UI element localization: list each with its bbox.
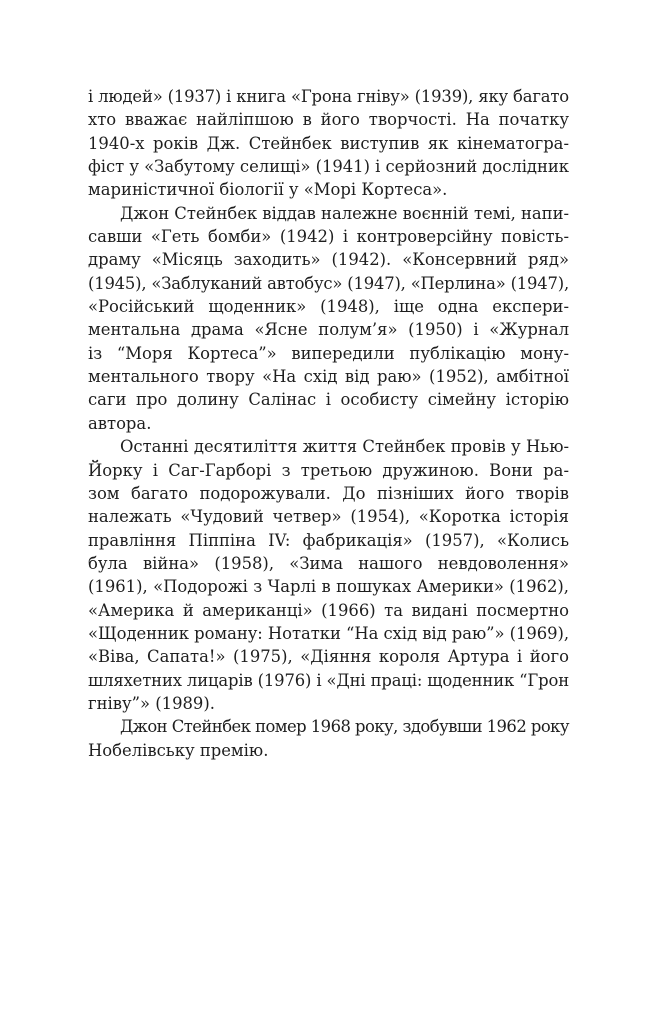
text-line: «Віва, Сапата!» (1975), «Діяння короля Артура і його (88, 647, 569, 667)
text-line: «Російський щоденник» (1948), іще одна експери- (88, 297, 569, 317)
text-line: гніву”» (1989). (88, 693, 215, 713)
paragraph-1 (88, 85, 569, 202)
paragraph-3 (88, 435, 569, 715)
text-line: 1940-х років Дж. Стейнбек виступив як кінематогра- (88, 133, 569, 153)
text-line: ментального твору «На схід від раю» (1952), амбітної (88, 367, 569, 387)
text-line: (1961), «Подорожі з Чарлі в пошуках Америки» (1962), (88, 577, 569, 597)
text-line: хто вважає найліпшою в його творчості. На початку (88, 110, 569, 130)
text-line: правління Піппіна IV: фабрикація» (1957), «Колись (88, 530, 569, 550)
paragraph-4 (88, 715, 569, 762)
text-line: саги про долину Салінас і особисту сімейну історію (88, 390, 569, 410)
text-line: і людей» (1937) і книга «Грона гніву» (1939), яку багато (88, 87, 569, 106)
text-line: була війна» (1958), «Зима нашого невдоволення» (88, 553, 569, 573)
text-line: ментальна драма «Ясне полум’я» (1950) і «Журнал (88, 320, 569, 340)
text-line: Джон Стейнбек помер 1968 року, здобувши 1962 року (120, 717, 569, 737)
text-line: автора. (88, 413, 152, 433)
text-line: савши «Геть бомби» (1942) і контроверсійну повість- (88, 227, 569, 247)
text-line: (1945), «Заблуканий автобус» (1947), «Перлина» (1947), (88, 273, 569, 293)
text-line: драму «Місяць заходить» (1942). «Консервний ряд» (88, 250, 569, 270)
text-line: мариністичної біології у «Морі Кортеса». (88, 180, 448, 200)
text-line: Нобелівську премію. (88, 740, 269, 760)
text-line: «Щоденник роману: Нотатки “На схід від раю”» (1969), (88, 623, 570, 643)
text-line: Йорку і Саг-Гарборі з третьою дружиною. Вони ра- (88, 460, 569, 480)
text-line: «Америка й американці» (1966) та видані посмертно (88, 600, 569, 620)
text-line: Останні десятиліття життя Стейнбек провів у Нью- (120, 437, 569, 457)
text-line: фіст у «Забутому селищі» (1941) і серйозний дослідник (88, 157, 569, 177)
text-line: Джон Стейнбек віддав належне воєнній темі, напи- (120, 203, 569, 223)
text-line: шляхетних лицарів (1976) і «Дні праці: щоденник “Грон (88, 670, 569, 690)
book-page (88, 85, 569, 762)
text-line: зом багато подорожували. До пізніших його творів (88, 483, 569, 503)
text-line: належать «Чудовий четвер» (1954), «Коротка історія (88, 507, 569, 527)
paragraph-2 (88, 202, 569, 435)
text-line: із “Моря Кортеса”» випередили публікацію мону- (88, 343, 569, 363)
